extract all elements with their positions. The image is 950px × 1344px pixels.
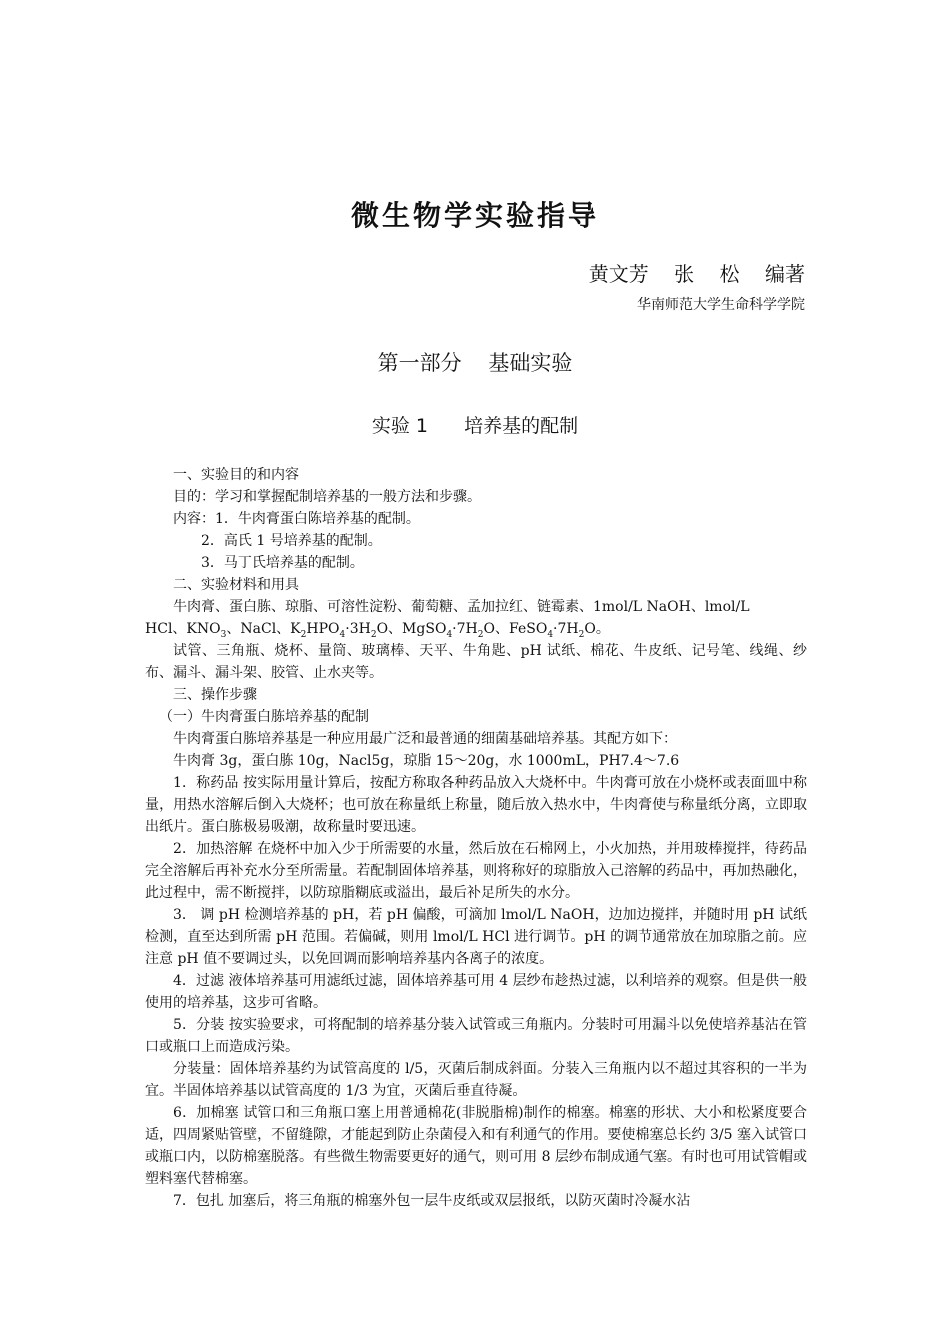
materials-line-a: 牛肉膏、蛋白胨、琼脂、可溶性淀粉、葡萄糖、孟加拉红、链霉素、1mol/L NaOH、lmol/L: [173, 599, 750, 615]
materials-formula: HCl、$KNO_3$、NaCl、$K_2HPO_4\cdot 3H_2O$、$MgSO_4\cdot 7H_2O$、$FeSO_4\cdot 7H_2O$。: [145, 621, 610, 640]
section-heading-materials: 二、实验材料和用具: [173, 577, 299, 593]
paragraph-formula: 牛肉膏 3g，蛋白胨 10g，Nacl5g，琼脂 15～20g，水 1000mL，PH7.4～7.6: [173, 753, 680, 769]
paragraph-dispense: 分装量：固体培养基约为试管高度的 l/5，灭菌后制成斜面。分装入三角瓶内以不超过其容积的一半为宜。半固体培养基以试管高度的 1/3 为宜，灭菌后垂直待凝。: [145, 1061, 807, 1099]
paragraph-materials-formula: [145, 618, 807, 640]
paragraph-intro: 牛肉膏蛋白胨培养基是一种应用最广泛和最普通的细菌基础培养基。其配方如下：: [173, 731, 677, 747]
subsection-heading-beef-extract: （一）牛肉膏蛋白胨培养基的配制: [159, 709, 369, 725]
paragraph-materials: [145, 596, 807, 618]
paragraph-step-1: 1．称药品 按实际用量计算后，按配方称取各种药品放入大烧杯中。牛肉膏可放在小烧杯或表面皿中称量，用热水溶解后倒入大烧杯；也可放在称量纸上称量，随后放入热水中，牛肉膏使与称量纸分离，立即取出纸片。蛋白胨极易吸潮，故称量时要迅速。: [145, 775, 807, 835]
paragraph-step-6: 6．加棉塞 试管口和三角瓶口塞上用普通棉花(非脱脂棉)制作的棉塞。棉塞的形状、大小和松紧度要合适，四周紧贴管壁，不留缝隙，才能起到防止杂菌侵入和有利通气的作用。要使棉塞总长约 3/5 塞入试管口或瓶口内，以防棉塞脱落。有些微生物需要更好的通气，则可用 8 层纱布制成通气塞。有时也可用试管帽或塑料塞代替棉塞。: [145, 1105, 807, 1187]
paragraph-content-2: 2．高氏 1 号培养基的配制。: [201, 533, 382, 549]
document-body: [145, 464, 807, 1212]
part-heading: 第一部分 基础实验: [377, 351, 573, 375]
affiliation: 华南师范大学生命科学学院: [637, 297, 805, 313]
document-title: 微生物学实验指导: [350, 199, 599, 232]
experiment-heading: 实验 1 培养基的配制: [371, 415, 579, 437]
paragraph-content-1: 内容：1．牛肉膏蛋白陈培养基的配制。: [173, 511, 420, 527]
paragraph-step-2: 2．加热溶解 在烧杯中加入少于所需要的水量，然后放在石棉网上，小火加热，并用玻棒搅拌，待药品完全溶解后再补充水分至所需量。若配制固体培养基，则将称好的琼脂放入己溶解的药品中，再加热融化，此过程中，需不断搅拌，以防琼脂糊底或溢出，最后补足所失的水分。: [145, 841, 807, 901]
paragraph-step-7: 7．包扎 加塞后，将三角瓶的棉塞外包一层牛皮纸或双层报纸，以防灭菌时冷凝水沾: [173, 1193, 691, 1209]
section-heading-procedure: 三、操作步骤: [173, 687, 257, 703]
paragraph-step-4: 4．过滤 液体培养基可用滤纸过滤，固体培养基可用 4 层纱布趁热过滤，以利培养的观察。但是供一般使用的培养基，这步可省略。: [145, 973, 807, 1011]
section-heading-objectives: 一、实验目的和内容: [173, 467, 299, 483]
paragraph-step-3: 3． 调 pH 检测培养基的 pH，若 pH 偏酸，可滴加 lmol/L NaOH，边加边搅拌，并随时用 pH 试纸检测，直至达到所需 pH 范围。若偏碱，则用 lmol/L HCl 进行调节。pH 的调节通常放在加琼脂之前。应注意 pH 值不要调过头，以免回调而影响培养基内各离子的浓度。: [145, 907, 807, 967]
paragraph-content-3: 3．马丁氏培养基的配制。: [201, 555, 364, 571]
paragraph-purpose: 目的：学习和掌握配制培养基的一般方法和步骤。: [173, 489, 481, 505]
paragraph-tools: 试管、三角瓶、烧杯、量筒、玻璃棒、天平、牛角匙、pH 试纸、棉花、牛皮纸、记号笔、线绳、纱布、漏斗、漏斗架、胶管、止水夹等。: [145, 643, 807, 681]
authors: 黄文芳 张 松 编著: [588, 262, 805, 286]
paragraph-step-5: 5．分装 按实验要求，可将配制的培养基分装入试管或三角瓶内。分装时可用漏斗以免使培养基沾在管口或瓶口上而造成污染。: [145, 1017, 807, 1055]
